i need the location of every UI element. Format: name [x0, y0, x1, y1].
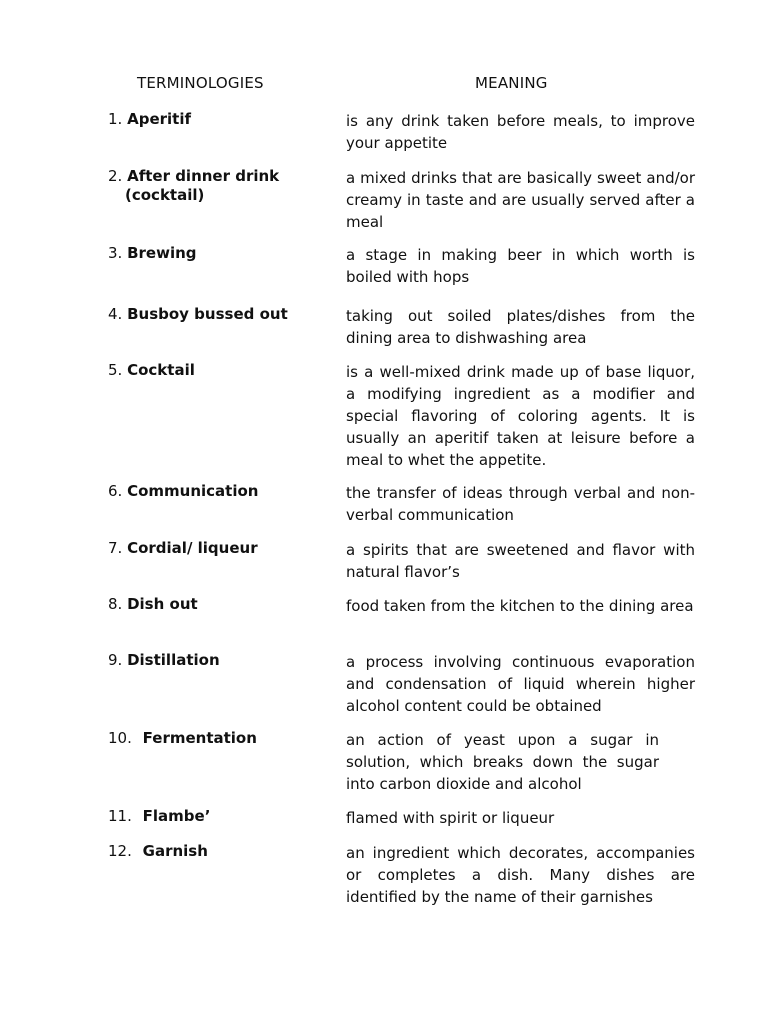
meaning-text: flamed with spirit or liqueur: [346, 809, 555, 827]
term-cell: [108, 651, 308, 670]
term-name: Cordial/ liqueur: [127, 539, 258, 557]
term-cell: [108, 595, 308, 614]
term-name: Dish out: [127, 595, 198, 613]
meaning-text: food taken from the kitchen to the dining area: [346, 597, 694, 615]
meaning-text: an ingredient which decorates, accompanies or completes a dish. Many dishes are identified by the name of their garnishes: [346, 844, 695, 906]
term-cell: [108, 305, 308, 324]
meaning-text: is a well-mixed drink made up of base liquor, a modifying ingredient as a modifier and special flavoring of coloring agents. It is usually an aperitif taken at leisure before a meal to whet the appetite.: [346, 363, 695, 469]
entry-number: 7.: [108, 539, 123, 557]
term-cell: [108, 729, 308, 748]
entry-number: 8.: [108, 595, 123, 613]
meaning-text: is any drink taken before meals, to improve your appetite: [346, 112, 695, 152]
meaning-text: the transfer of ideas through verbal and non-verbal communication: [346, 484, 695, 524]
term-name: Garnish: [142, 842, 208, 860]
entry-number: 11.: [108, 807, 132, 825]
entry-number: 1.: [108, 110, 123, 128]
meaning-text: a mixed drinks that are basically sweet and/or creamy in taste and are usually served after a meal: [346, 169, 695, 231]
term-name: Fermentation: [142, 729, 257, 747]
term-name-continued: (cocktail): [125, 186, 205, 204]
meaning-text: an action of yeast upon a sugar in solution, which breaks down the sugar into carbon dioxide and alcohol: [346, 731, 659, 793]
meaning-text: a process involving continuous evaporation and condensation of liquid wherein higher alcohol content could be obtained: [346, 653, 695, 715]
meaning-text: a spirits that are sweetened and flavor with natural flavor’s: [346, 541, 695, 581]
entry-number: 3.: [108, 244, 123, 262]
term-name: Aperitif: [127, 110, 191, 128]
meaning-text: taking out soiled plates/dishes from the dining area to dishwashing area: [346, 307, 695, 347]
term-name: Flambe’: [142, 807, 211, 825]
entry-number: 6.: [108, 482, 123, 500]
term-name: After dinner drink: [127, 167, 280, 185]
term-cell: [108, 361, 308, 380]
term-cell: [108, 244, 308, 263]
term-cell: [108, 842, 308, 861]
entry-number: 2.: [108, 167, 123, 185]
entry-number: 5.: [108, 361, 123, 379]
term-cell: [108, 807, 308, 826]
term-name: Brewing: [127, 244, 197, 262]
term-cell: [108, 482, 308, 501]
header-meaning: MEANING: [475, 74, 548, 92]
entry-number: 4.: [108, 305, 123, 323]
entry-number: 10.: [108, 729, 132, 747]
header-terminologies: TERMINOLOGIES: [137, 74, 264, 92]
term-cell: [108, 539, 308, 558]
term-name: Communication: [127, 482, 259, 500]
term-cell: [108, 167, 308, 205]
term-cell: [108, 110, 308, 129]
entry-number: 9.: [108, 651, 123, 669]
entry-number: 12.: [108, 842, 132, 860]
table-header: [0, 74, 768, 96]
term-name: Distillation: [127, 651, 220, 669]
term-name: Busboy bussed out: [127, 305, 288, 323]
meaning-text: a stage in making beer in which worth is boiled with hops: [346, 246, 695, 286]
term-name: Cocktail: [127, 361, 195, 379]
